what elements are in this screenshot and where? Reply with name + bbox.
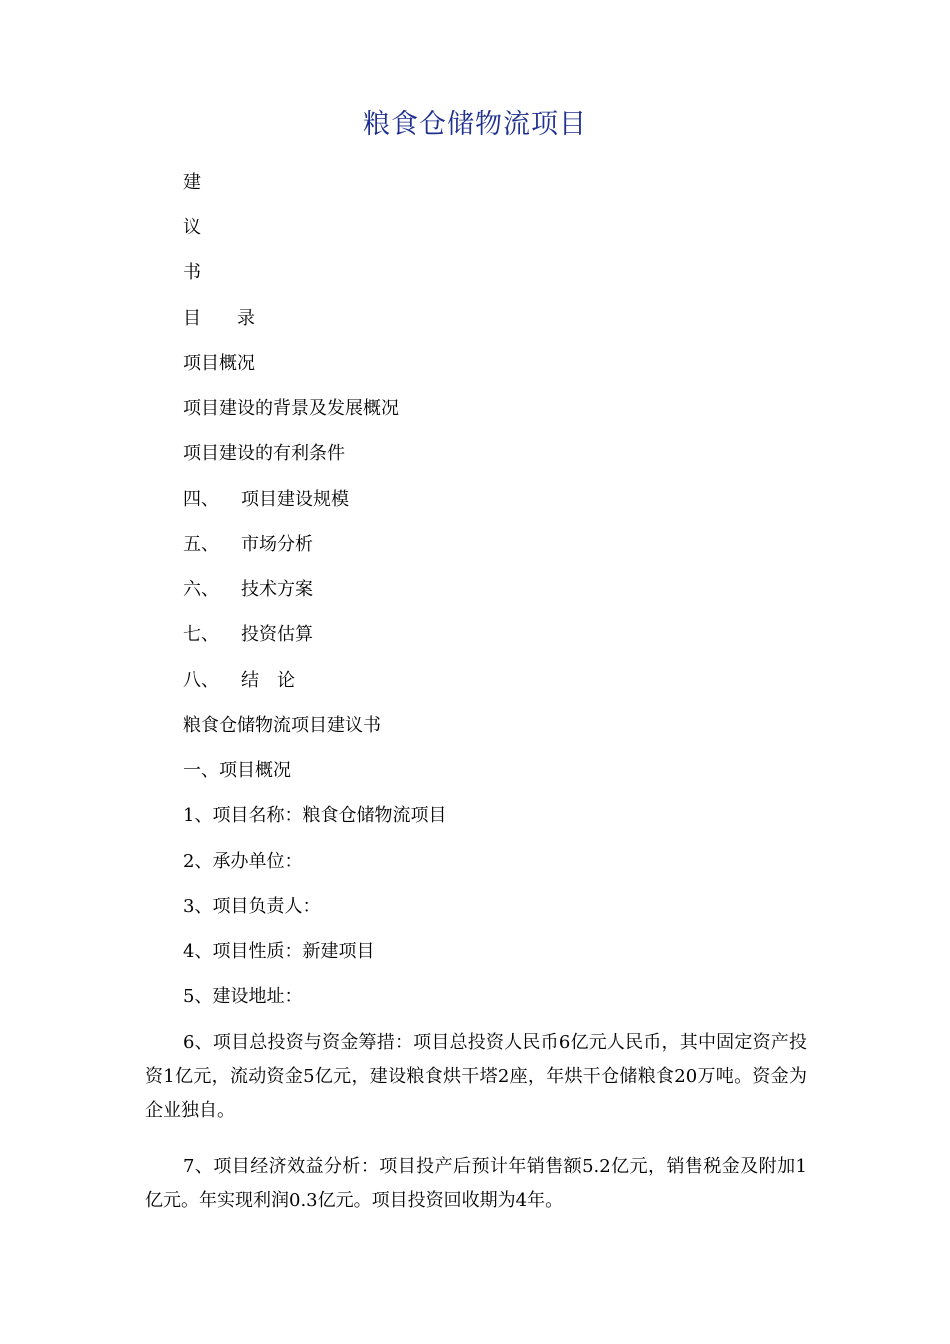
toc-item-4-number: 四、 [183,489,219,510]
paragraph-investment: 6、项目总投资与资金筹措：项目总投资人民币6亿元人民币，其中固定资产投资1亿元，流动资金5亿元，建设粮食烘干塔2座，年烘干仓储粮食20万吨。资金为企业独自。 [145,1032,807,1121]
field-project-name: 1、项目名称：粮食仓储物流项目 [183,805,447,826]
cover-char-3: 书 [183,262,201,283]
toc-item-4-text: 项目建设规模 [241,489,349,510]
document-title: 粮食仓储物流项目 [363,109,587,140]
toc-item-6 [183,577,313,603]
section-heading: 一、项目概况 [183,760,291,781]
toc-item-7 [183,622,313,648]
cover-char-1: 建 [183,172,201,193]
toc-item-6-text: 技术方案 [241,579,313,600]
toc-item-1: 项目概况 [183,353,255,374]
toc-item-4 [183,487,349,513]
toc-item-5-number: 五、 [183,534,219,555]
paragraph-economic-analysis: 7、项目经济效益分析：项目投产后预计年销售额5.2亿元，销售税金及附加1亿元。年实现利润0.3亿元。项目投资回收期为4年。 [145,1156,807,1211]
toc-item-5 [183,532,313,558]
toc-item-5-text: 市场分析 [241,534,313,555]
toc-heading: 目 录 [183,308,255,329]
toc-item-6-number: 六、 [183,579,219,600]
field-project-nature: 4、项目性质：新建项目 [183,941,375,962]
field-construction-site: 5、建设地址： [183,986,303,1007]
toc-item-2: 项目建设的背景及发展概况 [183,398,399,419]
toc-item-7-text: 投资估算 [241,624,313,645]
toc-item-8-number: 八、 [183,670,219,691]
toc-item-3: 项目建设的有利条件 [183,443,345,464]
body-title: 粮食仓储物流项目建议书 [183,715,381,736]
toc-item-8-text: 结 论 [241,670,295,691]
toc-item-8 [183,668,295,694]
field-project-leader: 3、项目负责人： [183,896,321,917]
field-organizer: 2、承办单位： [183,851,303,872]
toc-item-7-number: 七、 [183,624,219,645]
cover-char-2: 议 [183,217,201,238]
